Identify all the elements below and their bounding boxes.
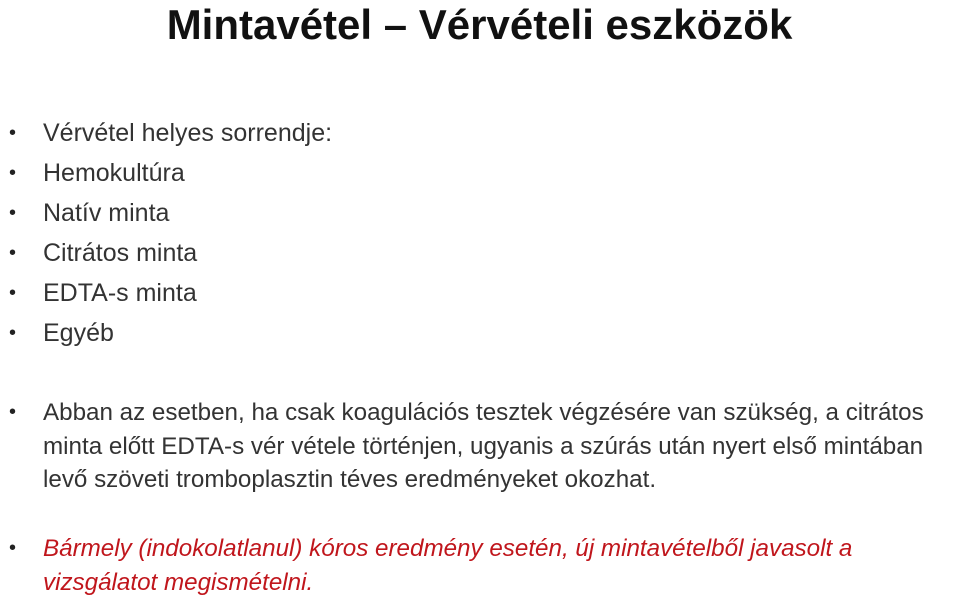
bullet-text: Vérvétel helyes sorrendje: <box>43 119 333 147</box>
bullet-text: Citrátos minta <box>43 239 198 267</box>
bullet-item <box>9 157 953 191</box>
bullet-dot-icon: • <box>9 242 17 264</box>
bullet-dot-icon: • <box>9 537 17 559</box>
bullet-item-highlight <box>9 532 953 599</box>
slide-title: Mintavétel – Vérvételi eszközök <box>166 1 793 48</box>
bullet-text: EDTA-s minta <box>43 279 197 307</box>
bullet-dot-icon: • <box>9 322 17 344</box>
bullet-dot-icon: • <box>9 122 17 144</box>
bullet-item <box>9 277 953 311</box>
bullet-dot-icon: • <box>9 202 17 224</box>
bullet-dot-icon: • <box>9 282 17 304</box>
bullet-dot-icon: • <box>9 401 17 423</box>
bullet-item <box>9 197 953 231</box>
bullet-text: Egyéb <box>43 319 114 347</box>
bullet-text: Bármely (indokolatlanul) kóros eredmény esetén, új mintavételből javasolt a vizsgálatot megismételni. <box>43 535 853 596</box>
bullet-text: Natív minta <box>43 199 170 227</box>
bullet-item <box>9 317 953 351</box>
bullet-item <box>9 396 953 497</box>
bullet-item <box>9 237 953 271</box>
bullet-item <box>9 117 953 151</box>
bullet-dot-icon: • <box>9 162 17 184</box>
bullet-text: Hemokultúra <box>43 159 185 187</box>
bullet-text: Abban az esetben, ha csak koagulációs tesztek végzésére van szükség, a citrátos minta előtt EDTA-s vér vétele történjen, ugyanis a szúrás után nyert első mintában levő szöveti tromboplasztin téves eredményeket okozhat. <box>43 399 924 493</box>
